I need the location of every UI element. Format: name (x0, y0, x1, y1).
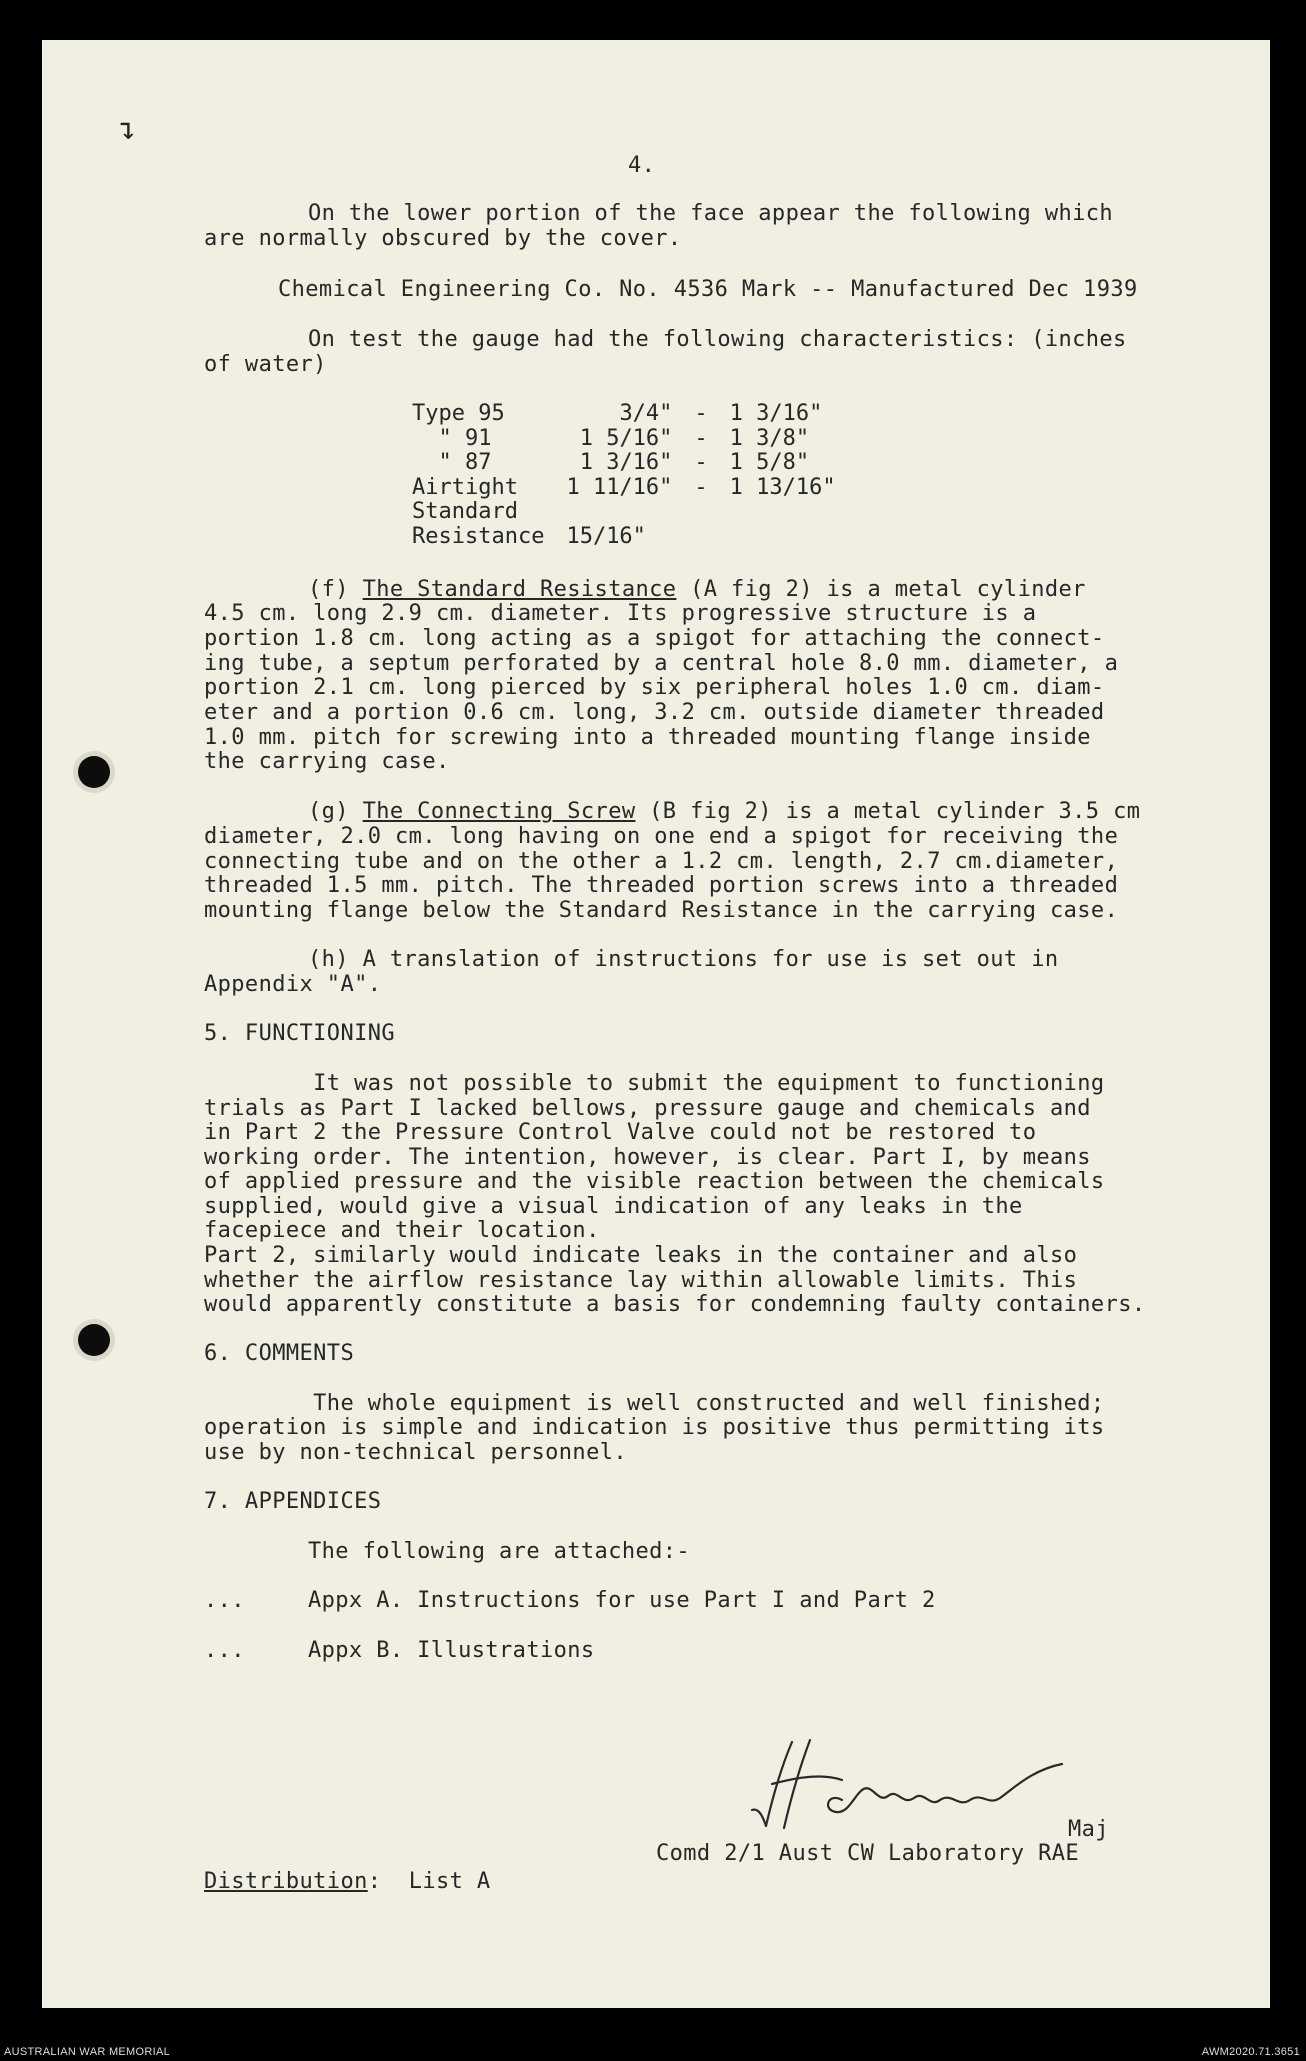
appendix-item-a: Appx A. Instructions for use Part I and Part 2 (308, 1588, 936, 1613)
section-6-line: use by non-technical personnel. (204, 1440, 627, 1465)
test-intro-line-1: On test the gauge had the following characteristics: (inches (308, 327, 1127, 352)
section-5-heading: 5. FUNCTIONING (204, 1021, 396, 1046)
section-5-line: supplied, would give a visual indication of any leaks in the (204, 1194, 1023, 1219)
punch-hole-lower (78, 1324, 110, 1356)
para-g-line: mounting flange below the Standard Resistance in the carrying case. (204, 898, 1119, 923)
section-7-intro: The following are attached:- (308, 1539, 691, 1564)
row-label: Resistance (412, 523, 545, 549)
section-5-line: in Part 2 the Pressure Control Valve could not be restored to (204, 1120, 1037, 1145)
para-g-prefix: (g) (308, 799, 363, 824)
row-dash (694, 525, 729, 550)
para-f-line: portion 1.8 cm. long acting as a spigot for attaching the connect- (204, 626, 1105, 651)
section-5-line: It was not possible to submit the equipment to functioning (204, 1071, 1105, 1096)
section-5-line: would apparently constitute a basis for condemning faulty containers. (204, 1292, 1146, 1317)
section-5-line: facepiece and their location. (204, 1218, 600, 1243)
appendix-bullet: ... (204, 1638, 245, 1663)
row-min: 3/4" (619, 401, 673, 426)
section-5-line: of applied pressure and the visible reaction between the chemicals (204, 1169, 1105, 1194)
para-h-line-2: Appendix "A". (204, 972, 382, 997)
table-row (412, 500, 858, 525)
section-7-heading: 7. APPENDICES (204, 1489, 382, 1514)
para-h-line-1: (h) A translation of instructions for use is set out in (308, 947, 1059, 972)
table-row (412, 451, 858, 476)
row-label: " 87 (412, 450, 492, 476)
row-label: Standard (412, 499, 518, 525)
para-f-line: portion 2.1 cm. long pierced by six peripheral holes 1.0 cm. diam- (204, 675, 1105, 700)
manufacturer-line: Chemical Engineering Co. No. 4536 Mark -- Manufactured Dec 1939 (278, 277, 1138, 302)
pencil-mark: ↴ (118, 112, 137, 147)
table-row (412, 427, 858, 452)
section-6-heading: 6. COMMENTS (204, 1341, 355, 1366)
row-max: 1 3/8" (729, 425, 810, 451)
distribution-value: List A (408, 1869, 491, 1894)
table-row (412, 476, 858, 501)
footer-credit: AUSTRALIAN WAR MEMORIAL (4, 2046, 171, 2058)
row-min (566, 500, 694, 525)
row-min: 1 3/16" (579, 450, 673, 476)
row-min: 1 5/16" (579, 425, 673, 451)
row-max (730, 525, 858, 550)
para-f-line: 1.0 mm. pitch for screwing into a threaded mounting flange inside (204, 725, 1091, 750)
row-max: 1 13/16" (729, 474, 836, 500)
row-max: 1 5/8" (729, 450, 810, 476)
row-dash: - (694, 474, 708, 500)
para-g-title: The Connecting Screw (362, 799, 636, 824)
row-max (730, 500, 858, 525)
footer-accession: AWM2020.71.3651 (1201, 2046, 1300, 2058)
para-g-line1-rest: (B fig 2) is a metal cylinder 3.5 cm (635, 799, 1141, 824)
test-results-table (412, 402, 858, 550)
para-f-line: the carrying case. (204, 749, 450, 774)
row-label: Type 95 (412, 401, 505, 426)
para-f-line: 4.5 cm. long 2.9 cm. diameter. Its progressive structure is a (204, 601, 1037, 626)
signature-rank: Maj (1068, 1817, 1109, 1842)
para-g-line: diameter, 2.0 cm. long having on one end a spigot for receiving the (204, 824, 1119, 849)
signature-title: Comd 2/1 Aust CW Laboratory RAE (656, 1841, 1079, 1866)
page-number: 4. (628, 153, 656, 178)
para-f-title: The Standard Resistance (362, 577, 677, 602)
intro-line-1: On the lower portion of the face appear the following which (308, 201, 1114, 226)
row-label: " 91 (412, 425, 492, 451)
para-f-line: eter and a portion 0.6 cm. long, 3.2 cm. outside diameter threaded (204, 700, 1105, 725)
para-g-line: threaded 1.5 mm. pitch. The threaded portion screws into a threaded (204, 873, 1119, 898)
para-f-line1-rest: (A fig 2) is a metal cylinder (676, 577, 1086, 602)
row-min: 1 11/16" (566, 474, 673, 500)
para-f-prefix: (f) (308, 577, 363, 602)
row-dash: - (694, 425, 708, 451)
appendix-bullet: ... (204, 1588, 245, 1613)
test-intro-line-2: of water) (204, 352, 327, 377)
para-g-first-line (308, 800, 1140, 825)
table-row (412, 402, 858, 427)
section-6-line: The whole equipment is well constructed and well finished; (204, 1391, 1105, 1416)
row-dash: - (694, 450, 708, 476)
punch-hole-upper (78, 756, 110, 788)
row-min: 15/16" (566, 523, 646, 549)
row-max: 1 3/16" (729, 401, 823, 426)
document-page (42, 40, 1270, 2008)
section-6-line: operation is simple and indication is positive thus permitting its (204, 1415, 1105, 1440)
table-row (412, 525, 858, 550)
section-5-line: whether the airflow resistance lay within allowable limits. This (204, 1268, 1078, 1293)
distribution-line (204, 1870, 491, 1895)
intro-line-2: are normally obscured by the cover. (204, 226, 682, 251)
para-g-line: connecting tube and on the other a 1.2 cm. length, 2.7 cm.diameter, (204, 849, 1119, 874)
row-label: Airtight (412, 474, 518, 500)
section-5-line: working order. The intention, however, is clear. Part I, by means (204, 1145, 1091, 1170)
row-dash: - (694, 401, 708, 426)
section-5-line: trials as Part I lacked bellows, pressure gauge and chemicals and (204, 1096, 1091, 1121)
handwritten-signature (732, 1730, 1092, 1840)
appendix-item-b: Appx B. Illustrations (308, 1638, 595, 1663)
section-5-line: Part 2, similarly would indicate leaks in the container and also (204, 1243, 1078, 1268)
distribution-colon: : (367, 1869, 382, 1894)
distribution-label: Distribution (204, 1869, 368, 1894)
para-f-line: ing tube, a septum perforated by a central hole 8.0 mm. diameter, a (204, 651, 1119, 676)
row-dash (694, 500, 729, 525)
para-f-first-line (308, 578, 1086, 603)
